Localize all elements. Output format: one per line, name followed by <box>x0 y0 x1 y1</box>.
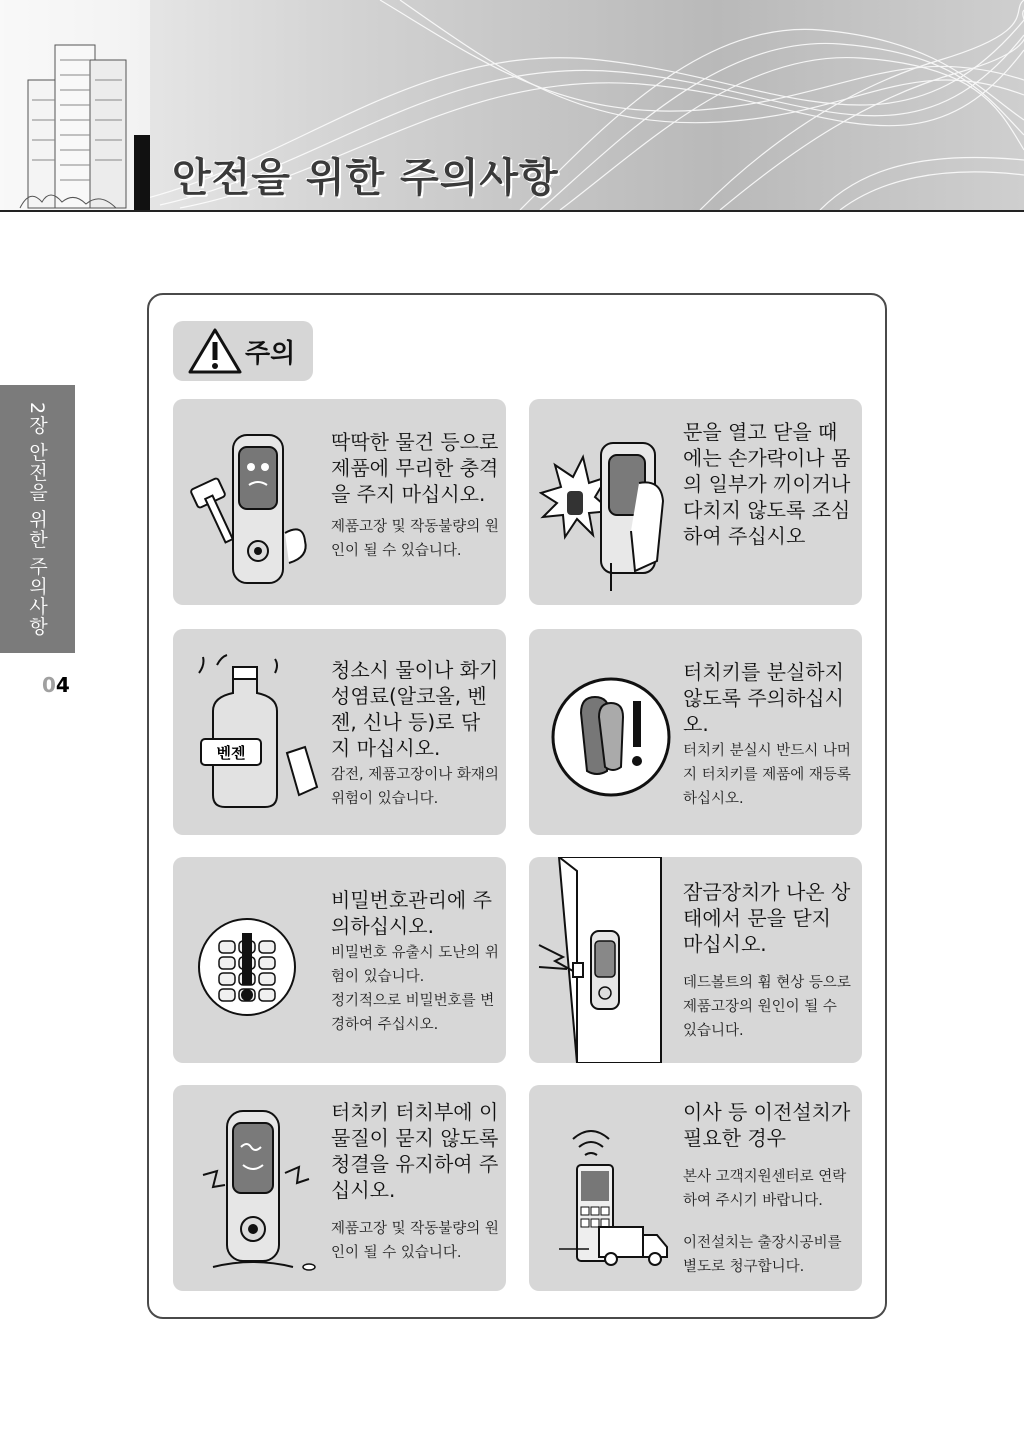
page-number <box>42 673 70 697</box>
page-number-digit: 4 <box>55 673 70 697</box>
card-body-extra: 이전설치는 출장시공비를 별도로 청구합니다. <box>683 1235 842 1275</box>
card-heading: 딱딱한 물건 등으로 제품에 무리한 충격을 주지 마십시오. <box>331 430 499 506</box>
hammer-lock-icon <box>183 413 323 593</box>
card-heading: 비밀번호관리에 주의하십시오. <box>331 888 492 938</box>
card-body: 감전, 제품고장이나 화재의 위험이 있습니다. <box>331 767 499 807</box>
caution-card-password <box>173 857 506 1063</box>
card-body: 본사 고객지원센터로 연락하여 주시기 바랍니다. <box>683 1169 847 1209</box>
card-text <box>331 429 499 563</box>
card-heading: 터치키 터치부에 이물질이 묻지 않도록 청결을 유지하여 주십시오. <box>331 1100 499 1202</box>
card-body-extra: 정기적으로 비밀번호를 변경하여 주십시오. <box>331 993 495 1033</box>
chapter-side-tab <box>0 385 75 653</box>
warning-triangle-icon <box>187 327 243 375</box>
touch-key-icon <box>539 643 679 823</box>
card-heading: 잠금장치가 나온 상태에서 문을 닫지 마십시오. <box>683 880 851 956</box>
finger-pinch-icon <box>539 413 679 593</box>
card-body: 제품고장 및 작동불량의 원인이 될 수 있습니다. <box>331 1221 499 1261</box>
card-body: 데드볼트의 휨 현상 등으로 제품고장의 원인이 될 수 있습니다. <box>683 975 851 1039</box>
card-body: 제품고장 및 작동불량의 원인이 될 수 있습니다. <box>331 519 499 559</box>
card-heading: 청소시 물이나 화기성염료(알코올, 벤젠, 신나 등)로 닦지 마십시오. <box>331 658 499 760</box>
card-text <box>683 419 851 549</box>
card-heading: 이사 등 이전설치가 필요한 경우 <box>683 1100 851 1150</box>
caution-card-cleanliness <box>173 1085 506 1291</box>
phone-truck-icon <box>539 1099 679 1279</box>
page-title: 안전을 위한 주의사항 <box>172 155 559 201</box>
card-heading: 터치키를 분실하지 않도록 주의하십시오. <box>683 660 844 736</box>
caution-card-deadbolt <box>529 857 862 1063</box>
card-heading: 문을 열고 닫을 때에는 손가락이나 몸의 일부가 끼이거나 다치지 않도록 조심하여 주십시오 <box>683 420 851 548</box>
card-text <box>331 657 499 811</box>
chapter-label: 2장 안전을 위한 주의사항 <box>26 401 48 637</box>
page-header <box>0 0 1024 212</box>
caution-card-impact <box>173 399 506 605</box>
card-text <box>331 887 499 1037</box>
keypad-icon <box>183 871 323 1051</box>
caution-label: 주의 <box>245 339 296 369</box>
card-text <box>331 1099 499 1265</box>
page-number-zero: 0 <box>42 673 56 697</box>
card-body: 비밀번호 유출시 도난의 위험이 있습니다. <box>331 945 499 985</box>
card-text <box>683 1099 851 1279</box>
caution-card-pinch <box>529 399 862 605</box>
caution-card-touch-key <box>529 629 862 835</box>
benzene-bottle-icon <box>183 643 323 823</box>
building-icon <box>0 0 150 210</box>
bottle-label: 벤젠 <box>216 744 246 762</box>
card-text <box>683 879 851 1043</box>
caution-badge <box>173 321 313 381</box>
card-body: 터치키 분실시 반드시 나머지 터치키를 제품에 재등록 하십시오. <box>683 743 851 807</box>
caution-card-cleaning <box>173 629 506 835</box>
door-deadbolt-icon <box>529 857 679 1063</box>
caution-card-relocation <box>529 1085 862 1291</box>
card-text <box>683 659 851 811</box>
dirty-lock-icon <box>183 1099 323 1279</box>
